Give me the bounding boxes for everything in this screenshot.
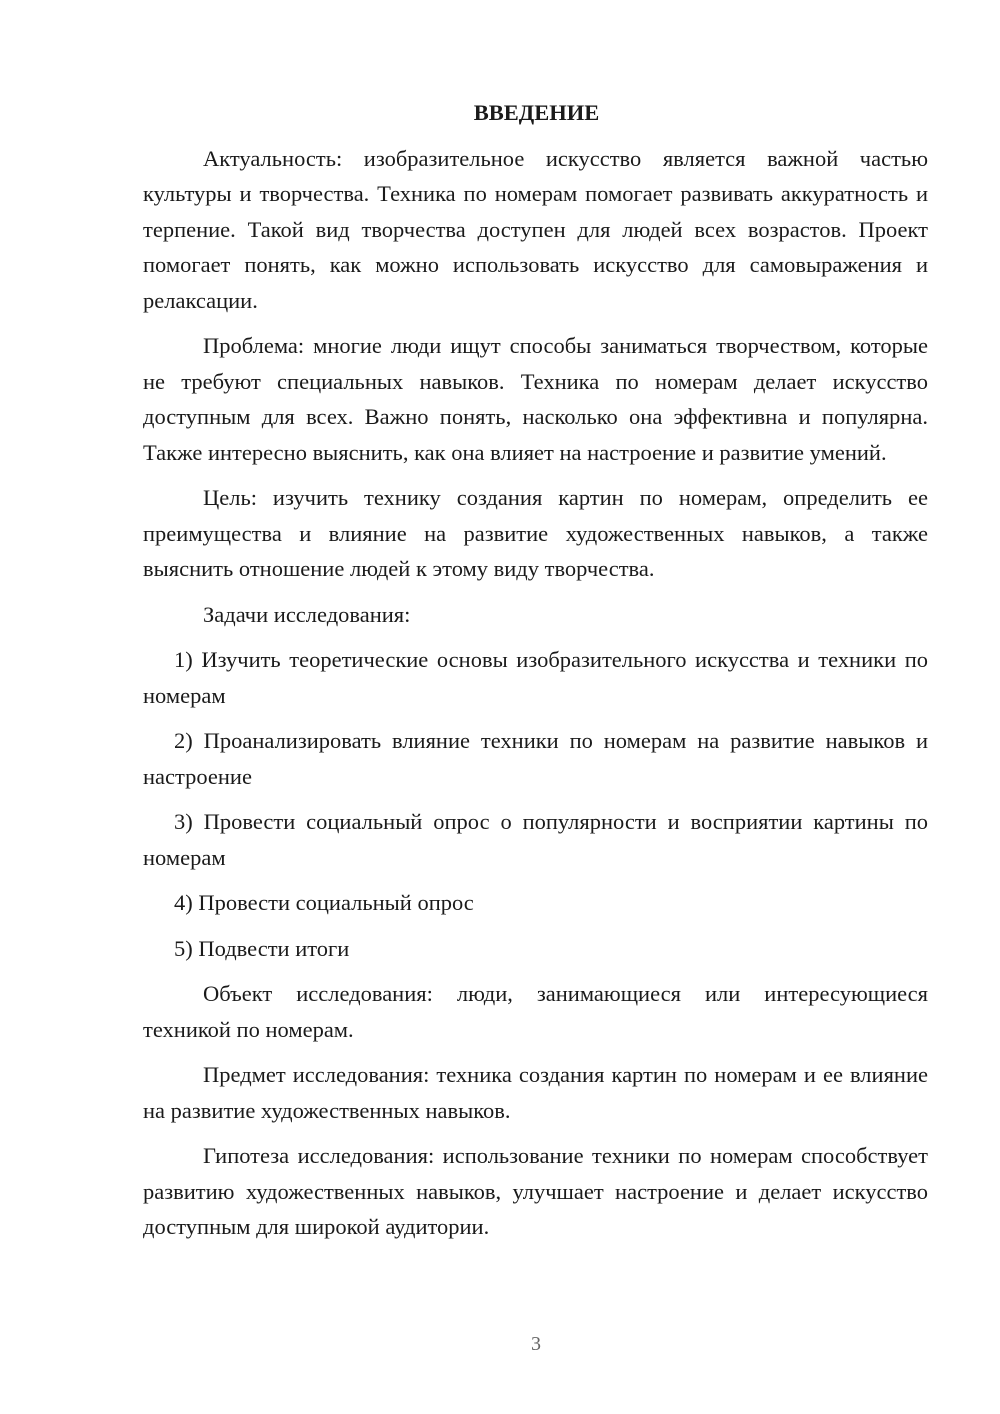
paragraph-tasks-heading: Задачи исследования:	[203, 601, 411, 627]
page-number: 3	[531, 1333, 541, 1355]
paragraph-object: Объект исследования: люди, занимающиеся или интересующиеся техникой по номерам.	[143, 981, 928, 1042]
task-item-5: 5) Подвести итоги	[174, 935, 350, 961]
paragraph-hypothesis: Гипотеза исследования: использование техники по номерам способствует развитию художественных навыков, улучшает настроение и делает искусство доступным для широкой аудитории.	[143, 1143, 928, 1239]
document-page	[143, 95, 928, 1255]
section-title: ВВЕДЕНИЕ	[473, 100, 600, 125]
paragraph-subject: Предмет исследования: техника создания картин по номерам и ее влияние на развитие художественных навыков.	[143, 1062, 928, 1123]
task-item-4: 4) Провести социальный опрос	[174, 890, 474, 915]
task-item-3: 3) Провести социальный опрос о популярности и восприятии картины по номерам	[143, 809, 928, 870]
task-item-1: 1) Изучить теоретические основы изобразительного искусства и техники по номерам	[143, 647, 928, 708]
paragraph-goal: Цель: изучить технику создания картин по номерам, определить ее преимущества и влияние на развитие художественных навыков, а также выяснить отношение людей к этому виду творчества.	[143, 485, 928, 581]
paragraph-problem: Проблема: многие люди ищут способы заниматься творчеством, которые не требуют специальных навыков. Техника по номерам делает искусство доступным для всех. Важно понять, насколько она эффективна и популярна. Также интересно выяснить, как она влияет на настроение и развитие умений.	[143, 333, 928, 465]
task-item-2: 2) Проанализировать влияние техники по номерам на развитие навыков и настроение	[143, 728, 928, 789]
paragraph-relevance: Актуальность: изобразительное искусство является важной частью культуры и творчества. Техника по номерам помогает развивать аккуратность и терпение. Такой вид творчества доступен для людей всех возрастов. Проект помогает понять, как можно использовать искусство для самовыражения и релаксации.	[143, 145, 928, 313]
